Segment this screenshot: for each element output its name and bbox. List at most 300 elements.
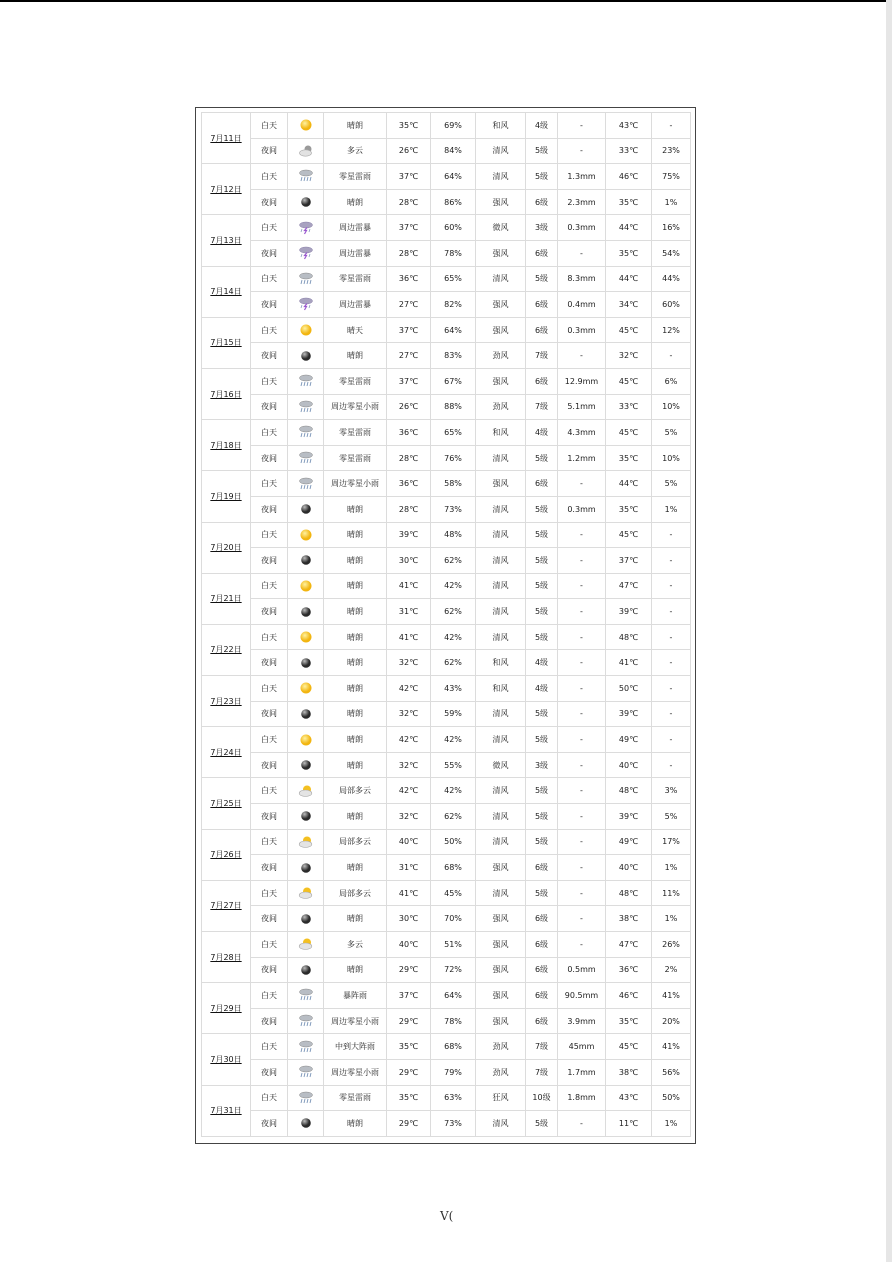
rain-icon <box>298 425 314 439</box>
humidity-cell: 64% <box>431 317 476 343</box>
chance-cell: 41% <box>652 983 691 1009</box>
precip-cell: - <box>558 906 606 932</box>
humidity-cell: 59% <box>431 701 476 727</box>
feels-cell: 38℃ <box>606 906 652 932</box>
temp-cell: 29℃ <box>387 1008 431 1034</box>
period-cell: 白天 <box>251 573 288 599</box>
icon-cell <box>288 522 324 548</box>
wind-cell: 清风 <box>476 880 526 906</box>
precip-cell: - <box>558 752 606 778</box>
period-cell: 夜间 <box>251 804 288 830</box>
precip-cell: - <box>558 650 606 676</box>
period-cell: 夜间 <box>251 445 288 471</box>
weather-cell: 晴朗 <box>324 343 387 369</box>
level-cell: 7级 <box>526 394 558 420</box>
date-cell[interactable] <box>202 471 251 522</box>
humidity-cell: 76% <box>431 445 476 471</box>
temp-cell: 36℃ <box>387 420 431 446</box>
temp-cell: 37℃ <box>387 164 431 190</box>
moon-icon <box>298 1116 314 1130</box>
icon-cell <box>288 266 324 292</box>
precip-cell: 2.3mm <box>558 189 606 215</box>
humidity-cell: 73% <box>431 496 476 522</box>
sun-icon <box>298 733 314 747</box>
table-row <box>202 752 691 778</box>
feels-cell: 37℃ <box>606 548 652 574</box>
period-cell: 夜间 <box>251 650 288 676</box>
period-cell: 夜间 <box>251 343 288 369</box>
partly-cloudy-icon <box>298 886 314 900</box>
date-cell[interactable] <box>202 573 251 624</box>
date-link[interactable]: 7月18日 <box>210 440 242 450</box>
feels-cell: 33℃ <box>606 394 652 420</box>
icon-cell <box>288 778 324 804</box>
precip-cell: - <box>558 778 606 804</box>
chance-cell: - <box>652 573 691 599</box>
level-cell: 5级 <box>526 266 558 292</box>
icon-cell <box>288 727 324 753</box>
weather-cell: 晴朗 <box>324 624 387 650</box>
rain-icon <box>298 169 314 183</box>
wind-cell: 清风 <box>476 138 526 164</box>
date-link[interactable]: 7月20日 <box>210 543 242 553</box>
partly-cloudy-icon <box>298 937 314 951</box>
precip-cell: - <box>558 1111 606 1137</box>
date-link[interactable]: 7月22日 <box>210 645 242 655</box>
wind-cell: 和风 <box>476 676 526 702</box>
temp-cell: 30℃ <box>387 548 431 574</box>
chance-cell: - <box>652 343 691 369</box>
wind-cell: 强风 <box>476 240 526 266</box>
period-cell: 夜间 <box>251 1008 288 1034</box>
weather-cell: 周边零星小雨 <box>324 394 387 420</box>
moon-icon <box>298 195 314 209</box>
date-cell[interactable] <box>202 164 251 215</box>
moon-icon <box>298 963 314 977</box>
table-row <box>202 164 691 190</box>
period-cell: 夜间 <box>251 855 288 881</box>
feels-cell: 33℃ <box>606 138 652 164</box>
weather-cell: 周边雷暴 <box>324 240 387 266</box>
page-footer: V( <box>440 1209 454 1223</box>
temp-cell: 29℃ <box>387 1059 431 1085</box>
precip-cell: 90.5mm <box>558 983 606 1009</box>
weather-cell: 晴朗 <box>324 752 387 778</box>
table-row <box>202 368 691 394</box>
feels-cell: 50℃ <box>606 676 652 702</box>
rain-icon <box>298 374 314 388</box>
feels-cell: 35℃ <box>606 1008 652 1034</box>
wind-cell: 狂风 <box>476 1085 526 1111</box>
period-cell: 夜间 <box>251 189 288 215</box>
weather-cell: 零星雷雨 <box>324 368 387 394</box>
icon-cell <box>288 650 324 676</box>
feels-cell: 36℃ <box>606 957 652 983</box>
date-link[interactable]: 7月31日 <box>210 1106 242 1116</box>
weather-table <box>201 112 691 1137</box>
moon-icon <box>298 809 314 823</box>
table-row <box>202 650 691 676</box>
weather-cell: 零星雷雨 <box>324 420 387 446</box>
date-cell[interactable] <box>202 113 251 164</box>
humidity-cell: 51% <box>431 932 476 958</box>
weather-cell: 晴朗 <box>324 573 387 599</box>
table-row <box>202 522 691 548</box>
period-cell: 白天 <box>251 932 288 958</box>
icon-cell <box>288 1008 324 1034</box>
date-cell[interactable] <box>202 624 251 675</box>
weather-cell: 晴朗 <box>324 957 387 983</box>
date-link[interactable]: 7月26日 <box>210 850 242 860</box>
wind-cell: 强风 <box>476 292 526 318</box>
date-link[interactable]: 7月15日 <box>210 338 242 348</box>
table-row <box>202 624 691 650</box>
humidity-cell: 55% <box>431 752 476 778</box>
precip-cell: 12.9mm <box>558 368 606 394</box>
precip-cell: 5.1mm <box>558 394 606 420</box>
date-cell[interactable] <box>202 880 251 931</box>
wind-cell: 清风 <box>476 727 526 753</box>
icon-cell <box>288 983 324 1009</box>
temp-cell: 32℃ <box>387 752 431 778</box>
temp-cell: 29℃ <box>387 1111 431 1137</box>
temp-cell: 36℃ <box>387 266 431 292</box>
level-cell: 6级 <box>526 240 558 266</box>
date-cell[interactable] <box>202 983 251 1034</box>
chance-cell: 26% <box>652 932 691 958</box>
precip-cell: - <box>558 240 606 266</box>
temp-cell: 28℃ <box>387 240 431 266</box>
wind-cell: 清风 <box>476 624 526 650</box>
wind-cell: 和风 <box>476 650 526 676</box>
humidity-cell: 42% <box>431 624 476 650</box>
date-link[interactable]: 7月29日 <box>210 1003 242 1013</box>
date-cell[interactable] <box>202 368 251 419</box>
precip-cell: 1.2mm <box>558 445 606 471</box>
period-cell: 白天 <box>251 522 288 548</box>
wind-cell: 强风 <box>476 906 526 932</box>
wind-cell: 清风 <box>476 548 526 574</box>
temp-cell: 31℃ <box>387 855 431 881</box>
date-link[interactable]: 7月16日 <box>210 389 242 399</box>
date-link[interactable]: 7月28日 <box>210 952 242 962</box>
feels-cell: 41℃ <box>606 650 652 676</box>
temp-cell: 32℃ <box>387 650 431 676</box>
thunderstorm-icon <box>298 297 314 311</box>
chance-cell: 1% <box>652 189 691 215</box>
temp-cell: 39℃ <box>387 522 431 548</box>
icon-cell <box>288 752 324 778</box>
wind-cell: 清风 <box>476 496 526 522</box>
period-cell: 白天 <box>251 778 288 804</box>
precip-cell: 1.3mm <box>558 164 606 190</box>
level-cell: 5级 <box>526 599 558 625</box>
precip-cell: - <box>558 676 606 702</box>
wind-cell: 强风 <box>476 368 526 394</box>
weather-cell: 晴朗 <box>324 548 387 574</box>
precip-cell: - <box>558 548 606 574</box>
temp-cell: 26℃ <box>387 138 431 164</box>
feels-cell: 32℃ <box>606 343 652 369</box>
date-link[interactable]: 7月27日 <box>210 901 242 911</box>
date-cell[interactable] <box>202 317 251 368</box>
date-cell[interactable] <box>202 420 251 471</box>
humidity-cell: 65% <box>431 420 476 446</box>
humidity-cell: 48% <box>431 522 476 548</box>
icon-cell <box>288 1059 324 1085</box>
feels-cell: 47℃ <box>606 932 652 958</box>
table-row <box>202 496 691 522</box>
icon-cell <box>288 240 324 266</box>
thunderstorm-icon <box>298 221 314 235</box>
table-row <box>202 1059 691 1085</box>
weather-cell: 多云 <box>324 932 387 958</box>
humidity-cell: 84% <box>431 138 476 164</box>
level-cell: 7级 <box>526 1034 558 1060</box>
date-cell[interactable] <box>202 829 251 880</box>
table-row <box>202 215 691 241</box>
date-cell[interactable] <box>202 215 251 266</box>
chance-cell: - <box>652 727 691 753</box>
period-cell: 白天 <box>251 676 288 702</box>
date-cell[interactable] <box>202 676 251 727</box>
precip-cell: - <box>558 113 606 139</box>
feels-cell: 45℃ <box>606 420 652 446</box>
feels-cell: 34℃ <box>606 292 652 318</box>
chance-cell: 12% <box>652 317 691 343</box>
chance-cell: - <box>652 676 691 702</box>
weather-cell: 周边零星小雨 <box>324 1008 387 1034</box>
date-cell[interactable] <box>202 932 251 983</box>
icon-cell <box>288 804 324 830</box>
wind-cell: 劲风 <box>476 1034 526 1060</box>
icon-cell <box>288 701 324 727</box>
wind-cell: 清风 <box>476 445 526 471</box>
temp-cell: 37℃ <box>387 215 431 241</box>
temp-cell: 41℃ <box>387 880 431 906</box>
weather-cell: 局部多云 <box>324 829 387 855</box>
icon-cell <box>288 906 324 932</box>
feels-cell: 49℃ <box>606 727 652 753</box>
table-row <box>202 240 691 266</box>
temp-cell: 29℃ <box>387 957 431 983</box>
level-cell: 4级 <box>526 113 558 139</box>
icon-cell <box>288 138 324 164</box>
feels-cell: 35℃ <box>606 445 652 471</box>
period-cell: 白天 <box>251 368 288 394</box>
chance-cell: 1% <box>652 1111 691 1137</box>
temp-cell: 32℃ <box>387 701 431 727</box>
precip-cell: - <box>558 138 606 164</box>
feels-cell: 39℃ <box>606 804 652 830</box>
feels-cell: 39℃ <box>606 599 652 625</box>
temp-cell: 27℃ <box>387 343 431 369</box>
date-cell[interactable] <box>202 727 251 778</box>
moon-icon <box>298 553 314 567</box>
date-link[interactable]: 7月25日 <box>210 799 242 809</box>
humidity-cell: 62% <box>431 599 476 625</box>
table-row <box>202 983 691 1009</box>
weather-cell: 多云 <box>324 138 387 164</box>
weather-cell: 晴朗 <box>324 676 387 702</box>
date-link[interactable]: 7月14日 <box>210 287 242 297</box>
icon-cell <box>288 471 324 497</box>
icon-cell <box>288 496 324 522</box>
date-link[interactable]: 7月13日 <box>210 235 242 245</box>
wind-cell: 劲风 <box>476 1059 526 1085</box>
precip-cell: - <box>558 829 606 855</box>
moon-icon <box>298 605 314 619</box>
level-cell: 6级 <box>526 471 558 497</box>
rain-icon <box>298 272 314 286</box>
humidity-cell: 78% <box>431 1008 476 1034</box>
date-cell[interactable] <box>202 1034 251 1085</box>
moon-icon <box>298 502 314 516</box>
chance-cell: - <box>652 113 691 139</box>
period-cell: 白天 <box>251 1085 288 1111</box>
icon-cell <box>288 343 324 369</box>
weather-cell: 局部多云 <box>324 778 387 804</box>
moon-icon <box>298 656 314 670</box>
date-link[interactable]: 7月12日 <box>210 184 242 194</box>
feels-cell: 47℃ <box>606 573 652 599</box>
feels-cell: 35℃ <box>606 496 652 522</box>
date-link[interactable]: 7月30日 <box>210 1054 242 1064</box>
date-link[interactable]: 7月19日 <box>210 491 242 501</box>
rain-icon <box>298 477 314 491</box>
weather-cell: 晴朗 <box>324 650 387 676</box>
wind-cell: 清风 <box>476 701 526 727</box>
chance-cell: 5% <box>652 804 691 830</box>
level-cell: 3级 <box>526 215 558 241</box>
date-link[interactable]: 7月24日 <box>210 747 242 757</box>
chance-cell: 16% <box>652 215 691 241</box>
weather-cell: 晴朗 <box>324 496 387 522</box>
weather-cell: 晴朗 <box>324 522 387 548</box>
icon-cell <box>288 113 324 139</box>
table-row <box>202 906 691 932</box>
date-cell[interactable] <box>202 1085 251 1136</box>
chance-cell: 6% <box>652 368 691 394</box>
chance-cell: - <box>652 624 691 650</box>
sun-icon <box>298 579 314 593</box>
temp-cell: 40℃ <box>387 932 431 958</box>
level-cell: 5级 <box>526 778 558 804</box>
humidity-cell: 58% <box>431 471 476 497</box>
level-cell: 5级 <box>526 829 558 855</box>
wind-cell: 清风 <box>476 804 526 830</box>
table-row <box>202 343 691 369</box>
date-link[interactable]: 7月21日 <box>210 594 242 604</box>
humidity-cell: 78% <box>431 240 476 266</box>
table-row <box>202 1034 691 1060</box>
humidity-cell: 60% <box>431 215 476 241</box>
wind-cell: 清风 <box>476 573 526 599</box>
chance-cell: - <box>652 522 691 548</box>
humidity-cell: 62% <box>431 548 476 574</box>
level-cell: 5级 <box>526 880 558 906</box>
icon-cell <box>288 368 324 394</box>
rain-icon <box>298 1091 314 1105</box>
date-cell[interactable] <box>202 522 251 573</box>
date-link[interactable]: 7月23日 <box>210 696 242 706</box>
icon-cell <box>288 599 324 625</box>
period-cell: 夜间 <box>251 548 288 574</box>
chance-cell: 5% <box>652 471 691 497</box>
icon-cell <box>288 676 324 702</box>
feels-cell: 43℃ <box>606 113 652 139</box>
precip-cell: - <box>558 701 606 727</box>
chance-cell: 1% <box>652 906 691 932</box>
table-row <box>202 727 691 753</box>
wind-cell: 强风 <box>476 957 526 983</box>
feels-cell: 35℃ <box>606 189 652 215</box>
wind-cell: 强风 <box>476 317 526 343</box>
page-scrollbar[interactable] <box>886 0 892 1262</box>
level-cell: 5级 <box>526 624 558 650</box>
temp-cell: 41℃ <box>387 624 431 650</box>
level-cell: 5级 <box>526 138 558 164</box>
wind-cell: 强风 <box>476 1008 526 1034</box>
cloud-moon-icon <box>298 144 314 158</box>
weather-cell: 周边雷暴 <box>324 215 387 241</box>
temp-cell: 42℃ <box>387 778 431 804</box>
feels-cell: 40℃ <box>606 752 652 778</box>
humidity-cell: 63% <box>431 1085 476 1111</box>
wind-cell: 劲风 <box>476 343 526 369</box>
period-cell: 白天 <box>251 215 288 241</box>
feels-cell: 45℃ <box>606 368 652 394</box>
feels-cell: 44℃ <box>606 471 652 497</box>
date-link[interactable]: 7月11日 <box>210 133 242 143</box>
weather-cell: 零星雷雨 <box>324 445 387 471</box>
level-cell: 4级 <box>526 420 558 446</box>
weather-cell: 晴朗 <box>324 113 387 139</box>
weather-cell: 晴朗 <box>324 599 387 625</box>
level-cell: 6级 <box>526 317 558 343</box>
date-cell[interactable] <box>202 778 251 829</box>
temp-cell: 40℃ <box>387 829 431 855</box>
precip-cell: - <box>558 573 606 599</box>
period-cell: 夜间 <box>251 138 288 164</box>
chance-cell: - <box>652 752 691 778</box>
feels-cell: 48℃ <box>606 624 652 650</box>
temp-cell: 31℃ <box>387 599 431 625</box>
humidity-cell: 45% <box>431 880 476 906</box>
icon-cell <box>288 215 324 241</box>
feels-cell: 45℃ <box>606 1034 652 1060</box>
table-row <box>202 113 691 139</box>
table-row <box>202 855 691 881</box>
weather-cell: 晴朗 <box>324 727 387 753</box>
date-cell[interactable] <box>202 266 251 317</box>
temp-cell: 35℃ <box>387 1034 431 1060</box>
chance-cell: 11% <box>652 880 691 906</box>
table-row <box>202 701 691 727</box>
precip-cell: - <box>558 624 606 650</box>
weather-cell: 晴朗 <box>324 804 387 830</box>
humidity-cell: 42% <box>431 573 476 599</box>
table-row <box>202 266 691 292</box>
precip-cell: - <box>558 727 606 753</box>
moon-icon <box>298 912 314 926</box>
feels-cell: 46℃ <box>606 983 652 1009</box>
table-row <box>202 829 691 855</box>
feels-cell: 49℃ <box>606 829 652 855</box>
chance-cell: 1% <box>652 855 691 881</box>
chance-cell: 23% <box>652 138 691 164</box>
level-cell: 6级 <box>526 292 558 318</box>
